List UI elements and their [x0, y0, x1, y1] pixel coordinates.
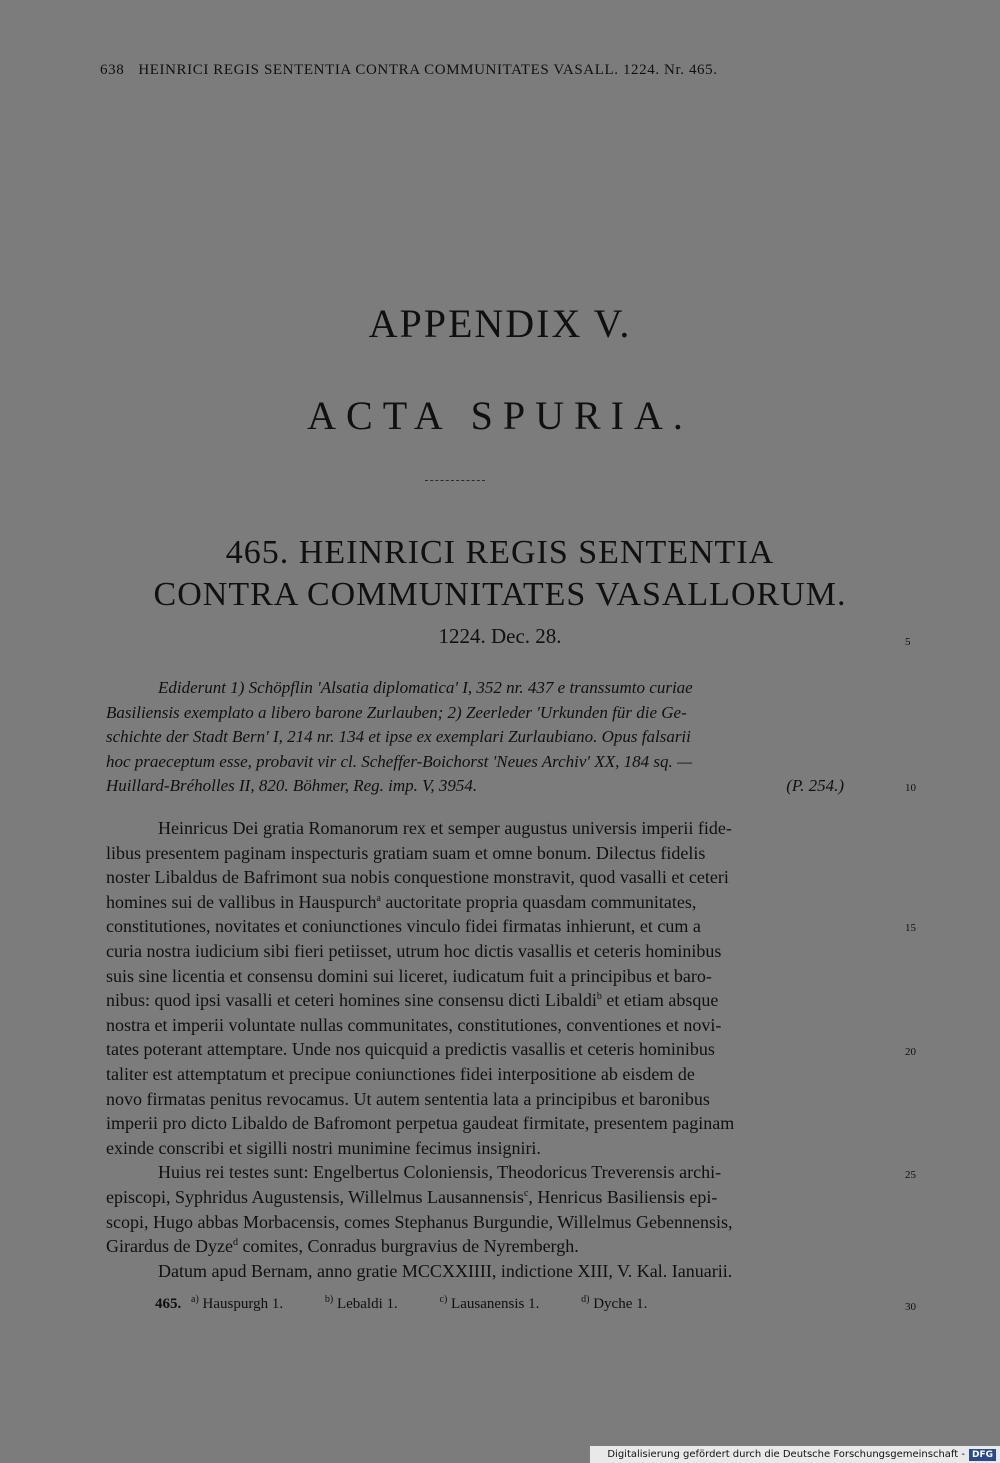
- text-line: curia nostra iudicium sibi fieri petiisset, utrum hoc dictis vasallis et ceteris hominibus: [106, 940, 722, 961]
- text-line-part: homines sui de vallibus in Hauspurch: [106, 891, 377, 912]
- section-title: ACTA SPURIA.: [307, 393, 693, 438]
- text-line: tates poterant attemptare. Unde nos quicquid a predictis vasallis et ceteris hominibus: [106, 1039, 715, 1060]
- footnote-mark: a): [191, 1294, 199, 1305]
- text-line: exinde conscribi et sigilli nostri munimine fecimus insigniri.: [106, 1137, 541, 1158]
- page-number: 638: [100, 62, 125, 78]
- footnote: [325, 1296, 398, 1312]
- editions-line: [106, 774, 892, 799]
- text-line: suis sine licentia et consensu domini sui liceret, iudicatum fuit a principibus et baro-: [106, 965, 712, 986]
- text-line: [106, 1234, 892, 1259]
- text-line: libus presentem paginam inspecturis gratiam suam et omne bonum. Dilectus fidelis: [106, 842, 706, 863]
- running-head-text: HEINRICI REGIS SENTENTIA CONTRA COMMUNITATES VASALL. 1224. Nr. 465.: [138, 62, 718, 78]
- document-title-line-2: CONTRA COMMUNITATES VASALLORUM.: [153, 576, 847, 613]
- document-date: 1224. Dec. 28.: [438, 624, 562, 648]
- dfg-logo: DFG: [969, 1449, 996, 1461]
- text-line: scopi, Hugo abbas Morbacensis, comes Stephanus Burgundie, Willelmus Gebennensis,: [106, 1211, 733, 1232]
- footnote-mark: d: [232, 1237, 238, 1249]
- text-line: Datum apud Bernam, anno gratie MCCXXIIII, indictione XIII, V. Kal. Ianuarii.: [158, 1260, 733, 1281]
- footnote-doc-number: 465.: [155, 1296, 182, 1312]
- footnote-mark: b: [596, 991, 602, 1003]
- footnotes: [155, 1296, 855, 1313]
- text-line: noster Libaldus de Bafrimont sua nobis conquestione monstravit, quod vasalli et ceteri: [106, 867, 729, 888]
- regesta-reference: (P. 254.): [786, 776, 844, 795]
- digitization-notice-text: Digitalisierung gefördert durch die Deutsche Forschungsgemeinschaft -: [607, 1449, 965, 1460]
- footnote-text: Lebaldi 1.: [336, 1296, 398, 1312]
- footnote-mark: c): [439, 1294, 448, 1305]
- editions-line: schichte der Stadt Bern' I, 214 nr. 134 et ipse ex exemplari Zurlaubiano. Opus falsarii: [106, 727, 691, 746]
- ornamental-rule: [425, 480, 485, 481]
- text-line: Huius rei testes sunt: Engelbertus Coloniensis, Theodoricus Treverensis archi-: [158, 1162, 722, 1183]
- line-number: 30: [905, 1301, 916, 1313]
- text-line: taliter est attemptatum et precipue coniunctiones fidei interpositione ab eisdem de: [106, 1063, 695, 1084]
- footnote-text: Hauspurgh 1.: [202, 1296, 284, 1312]
- text-line-part: , Henricus Basiliensis epi-: [528, 1186, 718, 1207]
- footnote-mark: c: [523, 1187, 529, 1199]
- footnote-text: Lausanensis 1.: [451, 1296, 540, 1312]
- footnote: [191, 1296, 283, 1312]
- document-title-line-1: 465. HEINRICI REGIS SENTENTIA: [225, 534, 775, 571]
- text-line: nostra et imperii voluntate nullas communitates, constitutiones, conventiones et novi-: [106, 1014, 722, 1035]
- editions-note: [106, 676, 892, 799]
- text-line-part: auctoritate propria quasdam communitates,: [380, 891, 697, 912]
- line-number: 15: [905, 922, 916, 934]
- text-line-part: comites, Conradus burgravius de Nyrembergh.: [237, 1236, 579, 1257]
- text-line-part: episcopi, Syphridus Augustensis, Willelmus Lausannensis: [106, 1186, 524, 1207]
- line-number: 25: [905, 1169, 916, 1181]
- text-line: imperii pro dicto Libaldo de Bafromont perpetua gaudeat firmitate, presentem paginam: [106, 1113, 735, 1134]
- document-title: [100, 532, 900, 616]
- line-number: 20: [905, 1046, 916, 1058]
- editions-line-text: Huillard-Bréholles II, 820. Böhmer, Reg. imp. V, 3954.: [106, 776, 478, 795]
- editions-line: Basiliensis exemplato a libero barone Zurlauben; 2) Zeerleder 'Urkunden für die Ge-: [106, 702, 687, 722]
- text-line: Heinricus Dei gratia Romanorum rex et semper augustus universis imperii fide-: [158, 818, 732, 838]
- text-line: novo firmatas penitus revocamus. Ut autem sententia lata a principibus et baronibus: [106, 1088, 710, 1109]
- text-line-part: et etiam absque: [601, 990, 719, 1011]
- text-line: [106, 988, 892, 1013]
- digitization-notice: [590, 1446, 1000, 1463]
- footnote-text: Dyche 1.: [593, 1296, 648, 1312]
- text-line-part: Girardus de Dyze: [106, 1236, 233, 1257]
- running-head: [100, 62, 860, 79]
- footnote-mark: a: [376, 892, 381, 904]
- text-line: [106, 890, 892, 915]
- text-line-part: nibus: quod ipsi vasalli et ceteri homines sine consensu dicti Libaldi: [106, 990, 597, 1011]
- footnote: [581, 1296, 647, 1312]
- footnote-mark: d): [581, 1294, 590, 1305]
- editions-line: hoc praeceptum esse, probavit vir cl. Scheffer-Boichorst 'Neues Archiv' XX, 184 sq. —: [106, 751, 693, 771]
- text-line: constitutiones, novitates et coniunctiones vinculo fidei firmatas inhierunt, et cum a: [106, 916, 701, 937]
- footnote: [440, 1296, 540, 1312]
- editions-line: Ediderunt 1) Schöpflin 'Alsatia diplomatica' I, 352 nr. 437 e transsumto curiae: [158, 678, 693, 697]
- appendix-title: APPENDIX V.: [368, 301, 632, 346]
- line-number: 10: [905, 782, 916, 794]
- text-line: [106, 1185, 892, 1210]
- footnote-mark: b): [324, 1294, 334, 1305]
- line-number: 5: [905, 636, 911, 648]
- document-text: [106, 816, 892, 1283]
